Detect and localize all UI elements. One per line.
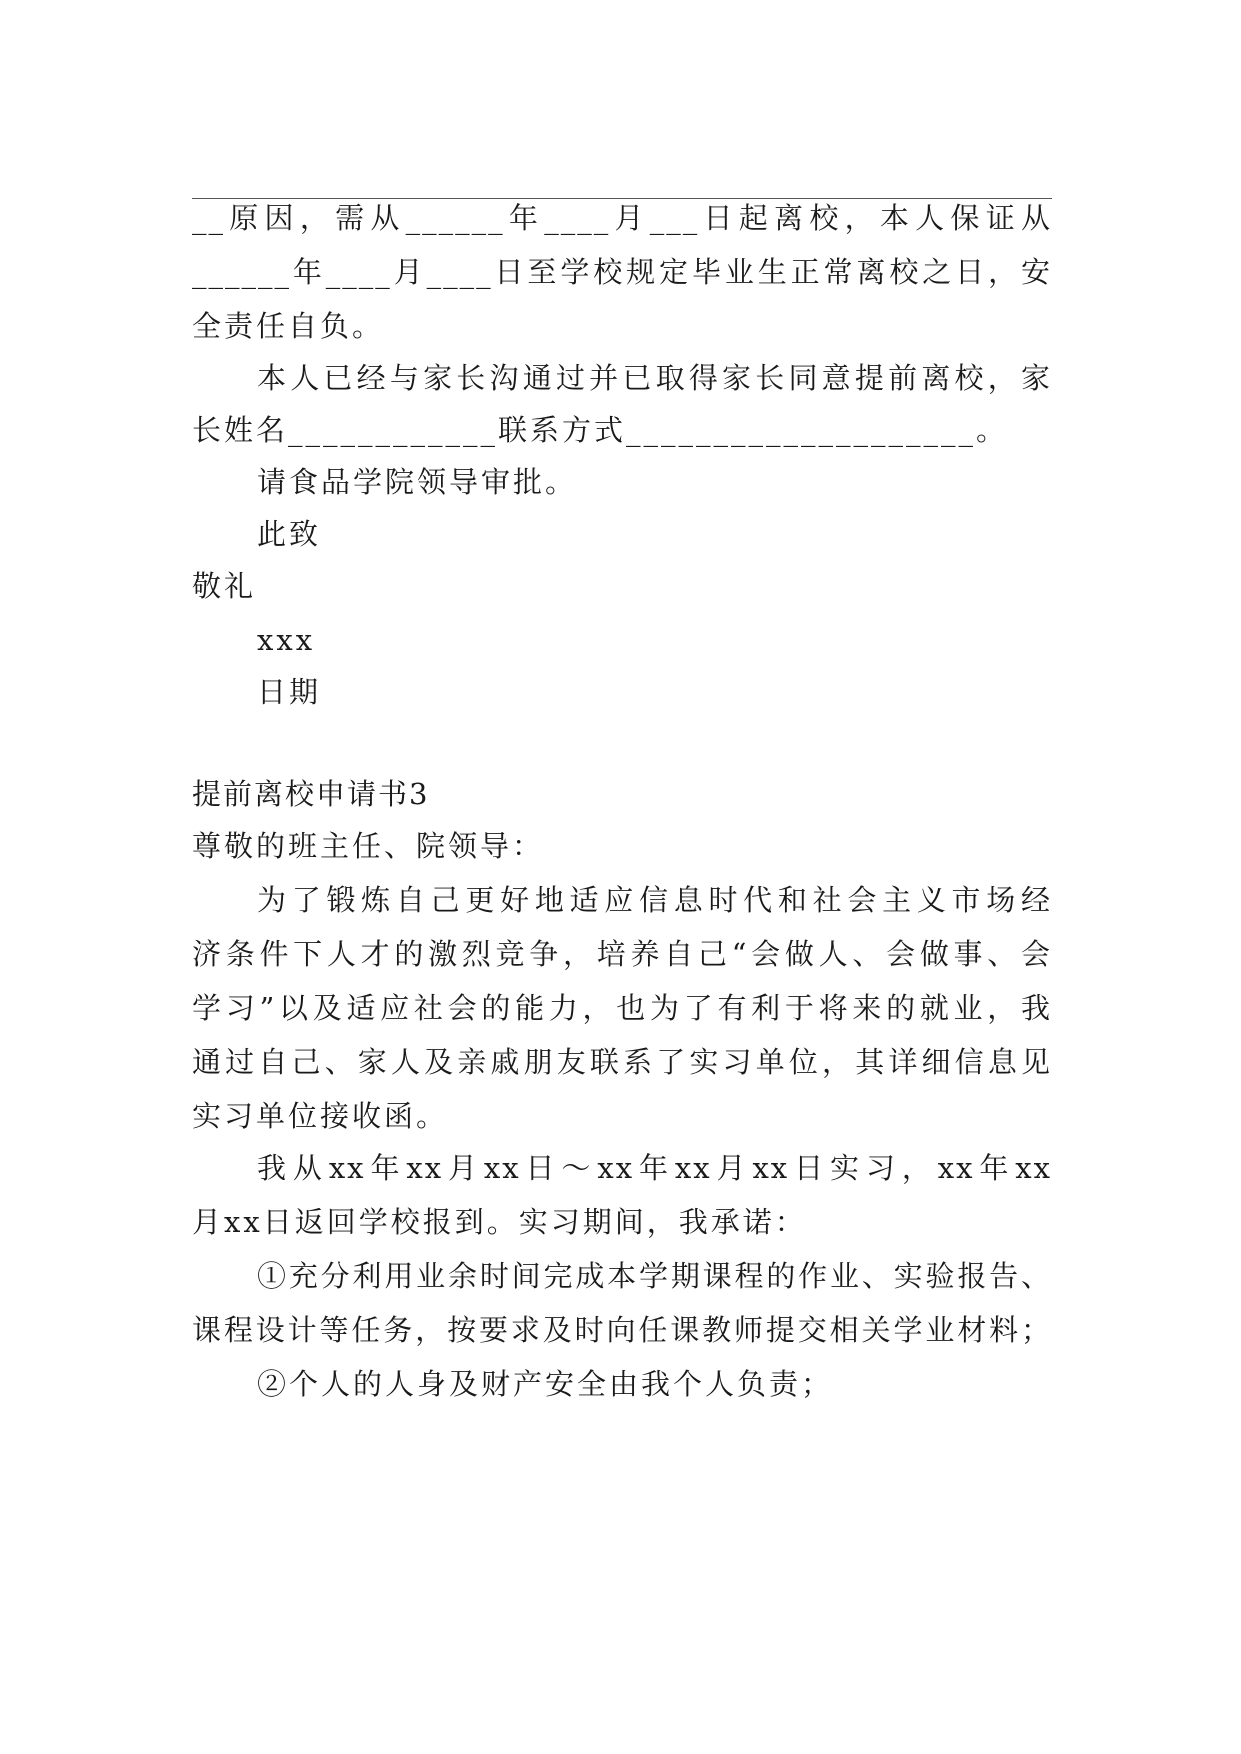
list-item: 课程设计等任务，按要求及时向任课教师提交相关学业材料； (192, 1313, 1052, 1347)
text-line: 为了锻炼自己更好地适应信息时代和社会主义市场经 (257, 883, 1052, 917)
text-line: 全责任自负。 (192, 309, 385, 343)
text-line: 我从xx年xx月xx日～xx年xx月xx日实习，xx年xx (257, 1151, 1052, 1185)
text-line: 学习”以及适应社会的能力，也为了有利于将来的就业，我 (192, 991, 1052, 1025)
salutation: 尊敬的班主任、院领导： (192, 829, 545, 863)
text-line: ______年____月____日至学校规定毕业生正常离校之日，安 (192, 255, 1052, 289)
section-title: 提前离校申请书3 (192, 777, 430, 811)
text-line: 济条件下人才的激烈竞争，培养自己“会做人、会做事、会 (192, 937, 1052, 971)
text-line: 月xx日返回学校报到。实习期间，我承诺： (192, 1205, 807, 1239)
text-line: __原因，需从______年____月___日起离校，本人保证从 (192, 201, 1052, 235)
closing-text: 此致 (257, 517, 322, 551)
list-item: ②个人的人身及财产安全由我个人负责； (257, 1367, 834, 1401)
text-line: 本人已经与家长沟通过并已取得家长同意提前离校，家 (257, 361, 1052, 395)
list-item: ①充分利用业余时间完成本学期课程的作业、实验报告、 (257, 1259, 1052, 1293)
text-line: 长姓名____________联系方式____________________。 (192, 413, 1009, 447)
closing-text: 敬礼 (192, 569, 257, 603)
signature-date: 日期 (257, 675, 322, 709)
text-line: 通过自己、家人及亲戚朋友联系了实习单位，其详细信息见 (192, 1045, 1052, 1079)
signature-name: xxx (257, 623, 316, 657)
text-line: 请食品学院领导审批。 (257, 465, 578, 499)
text-line: 实习单位接收函。 (192, 1099, 449, 1133)
